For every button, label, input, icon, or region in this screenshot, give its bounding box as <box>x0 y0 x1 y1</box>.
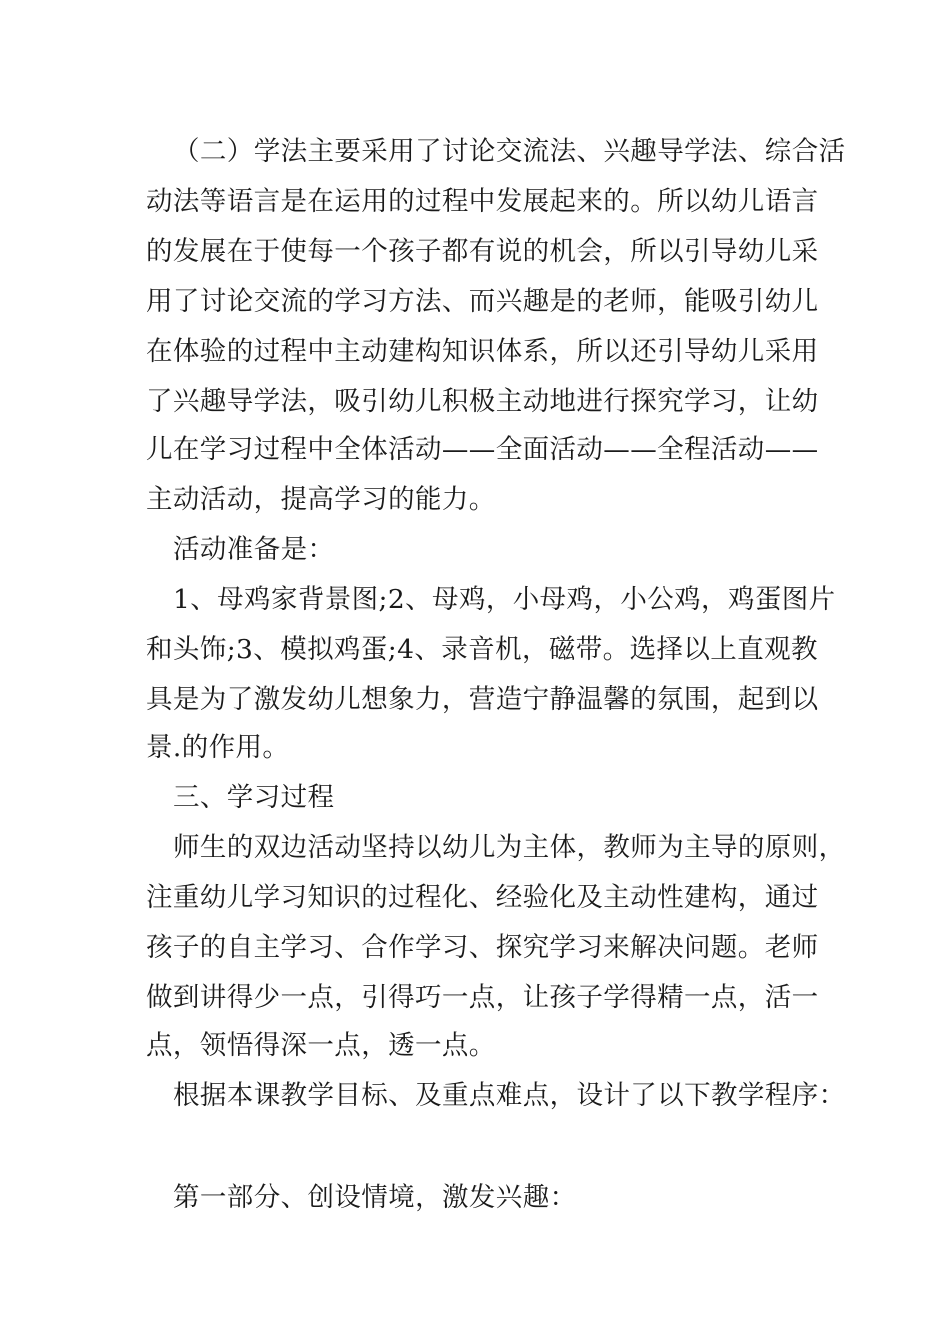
paragraph-line: 动法等语言是在运用的过程中发展起来的。所以幼儿语言 <box>146 186 819 217</box>
paragraph-line: 的发展在于使每一个孩子都有说的机会，所以引导幼儿采 <box>146 236 819 267</box>
section-heading: 三、学习过程 <box>173 782 335 813</box>
paragraph-line: 用了讨论交流的学习方法、而兴趣是的老师，能吸引幼儿 <box>146 286 819 317</box>
paragraph-line: 活动准备是： <box>173 534 335 565</box>
paragraph-line: 点，领悟得深一点，透一点。 <box>146 1030 496 1061</box>
paragraph-line: 具是为了激发幼儿想象力，营造宁静温馨的氛围，起到以 <box>146 684 819 715</box>
paragraph-line: 主动活动，提高学习的能力。 <box>146 484 496 515</box>
paragraph-line: （二）学法主要采用了讨论交流法、兴趣导学法、综合活 <box>173 136 846 167</box>
paragraph-line: 做到讲得少一点，引得巧一点，让孩子学得精一点，活一 <box>146 982 819 1013</box>
paragraph-line: 儿在学习过程中全体活动——全面活动——全程活动—— <box>146 434 819 465</box>
paragraph-line: 和头饰;3、模拟鸡蛋;4、录音机，磁带。选择以上直观教 <box>146 634 818 665</box>
paragraph-line: 1、母鸡家背景图;2、母鸡，小母鸡，小公鸡，鸡蛋图片 <box>173 584 836 615</box>
paragraph-line: 在体验的过程中主动建构知识体系，所以还引导幼儿采用 <box>146 336 819 367</box>
paragraph-line: 根据本课教学目标、及重点难点，设计了以下教学程序： <box>173 1080 846 1111</box>
paragraph-line: 景.的作用。 <box>146 732 290 763</box>
paragraph-line: 孩子的自主学习、合作学习、探究学习来解决问题。老师 <box>146 932 819 963</box>
paragraph-line: 师生的双边活动坚持以幼儿为主体，教师为主导的原则， <box>173 832 846 863</box>
paragraph-line: 了兴趣导学法，吸引幼儿积极主动地进行探究学习，让幼 <box>146 386 819 417</box>
subsection-heading: 第一部分、创设情境，激发兴趣： <box>173 1182 577 1213</box>
paragraph-line: 注重幼儿学习知识的过程化、经验化及主动性建构，通过 <box>146 882 819 913</box>
